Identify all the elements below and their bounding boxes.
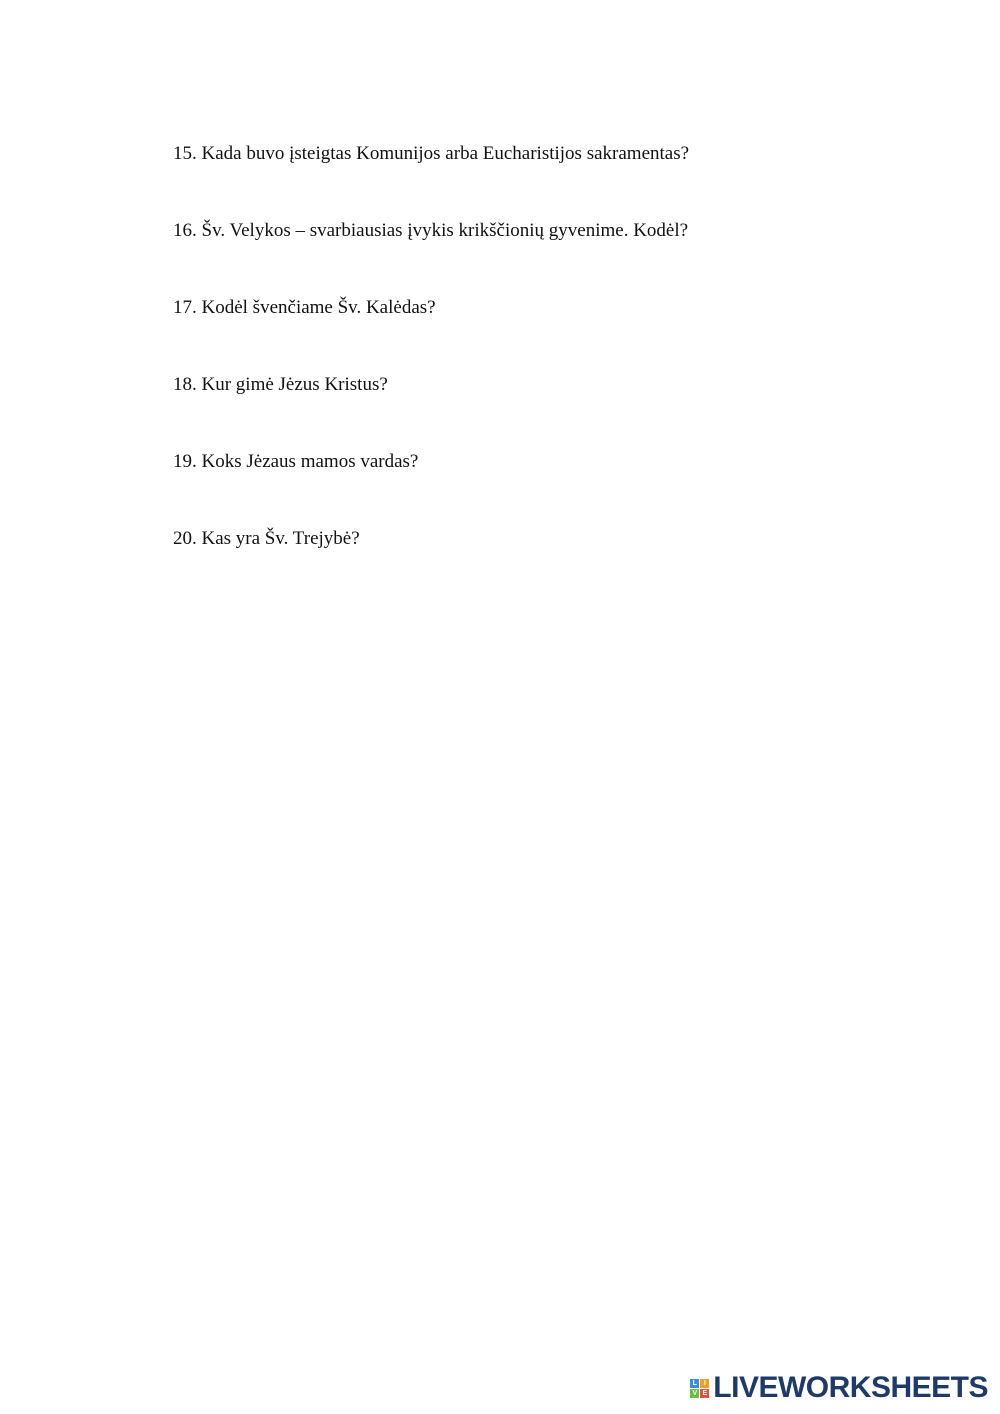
question-list xyxy=(173,140,689,602)
question-17: 17. Kodėl švenčiame Šv. Kalėdas? xyxy=(173,297,436,318)
liveworksheets-logo[interactable] xyxy=(690,1370,988,1406)
live-grid-icon xyxy=(690,1379,709,1398)
question-20: 20. Kas yra Šv. Trejybė? xyxy=(173,528,360,549)
question-16: 16. Šv. Velykos – svarbiausias įvykis krikščionių gyvenime. Kodėl? xyxy=(173,220,689,241)
question-18: 18. Kur gimė Jėzus Kristus? xyxy=(173,374,388,395)
question-19: 19. Koks Jėzaus mamos vardas? xyxy=(173,451,419,472)
logo-mark-i: I xyxy=(700,1379,709,1388)
question-15: 15. Kada buvo įsteigtas Komunijos arba Eucharistijos sakramentas? xyxy=(173,143,690,164)
logo-text: LIVEWORKSHEETS xyxy=(713,1371,988,1404)
logo-mark-l: L xyxy=(690,1379,699,1388)
logo-mark-v: V xyxy=(690,1389,699,1398)
logo-mark-e: E xyxy=(700,1389,709,1398)
